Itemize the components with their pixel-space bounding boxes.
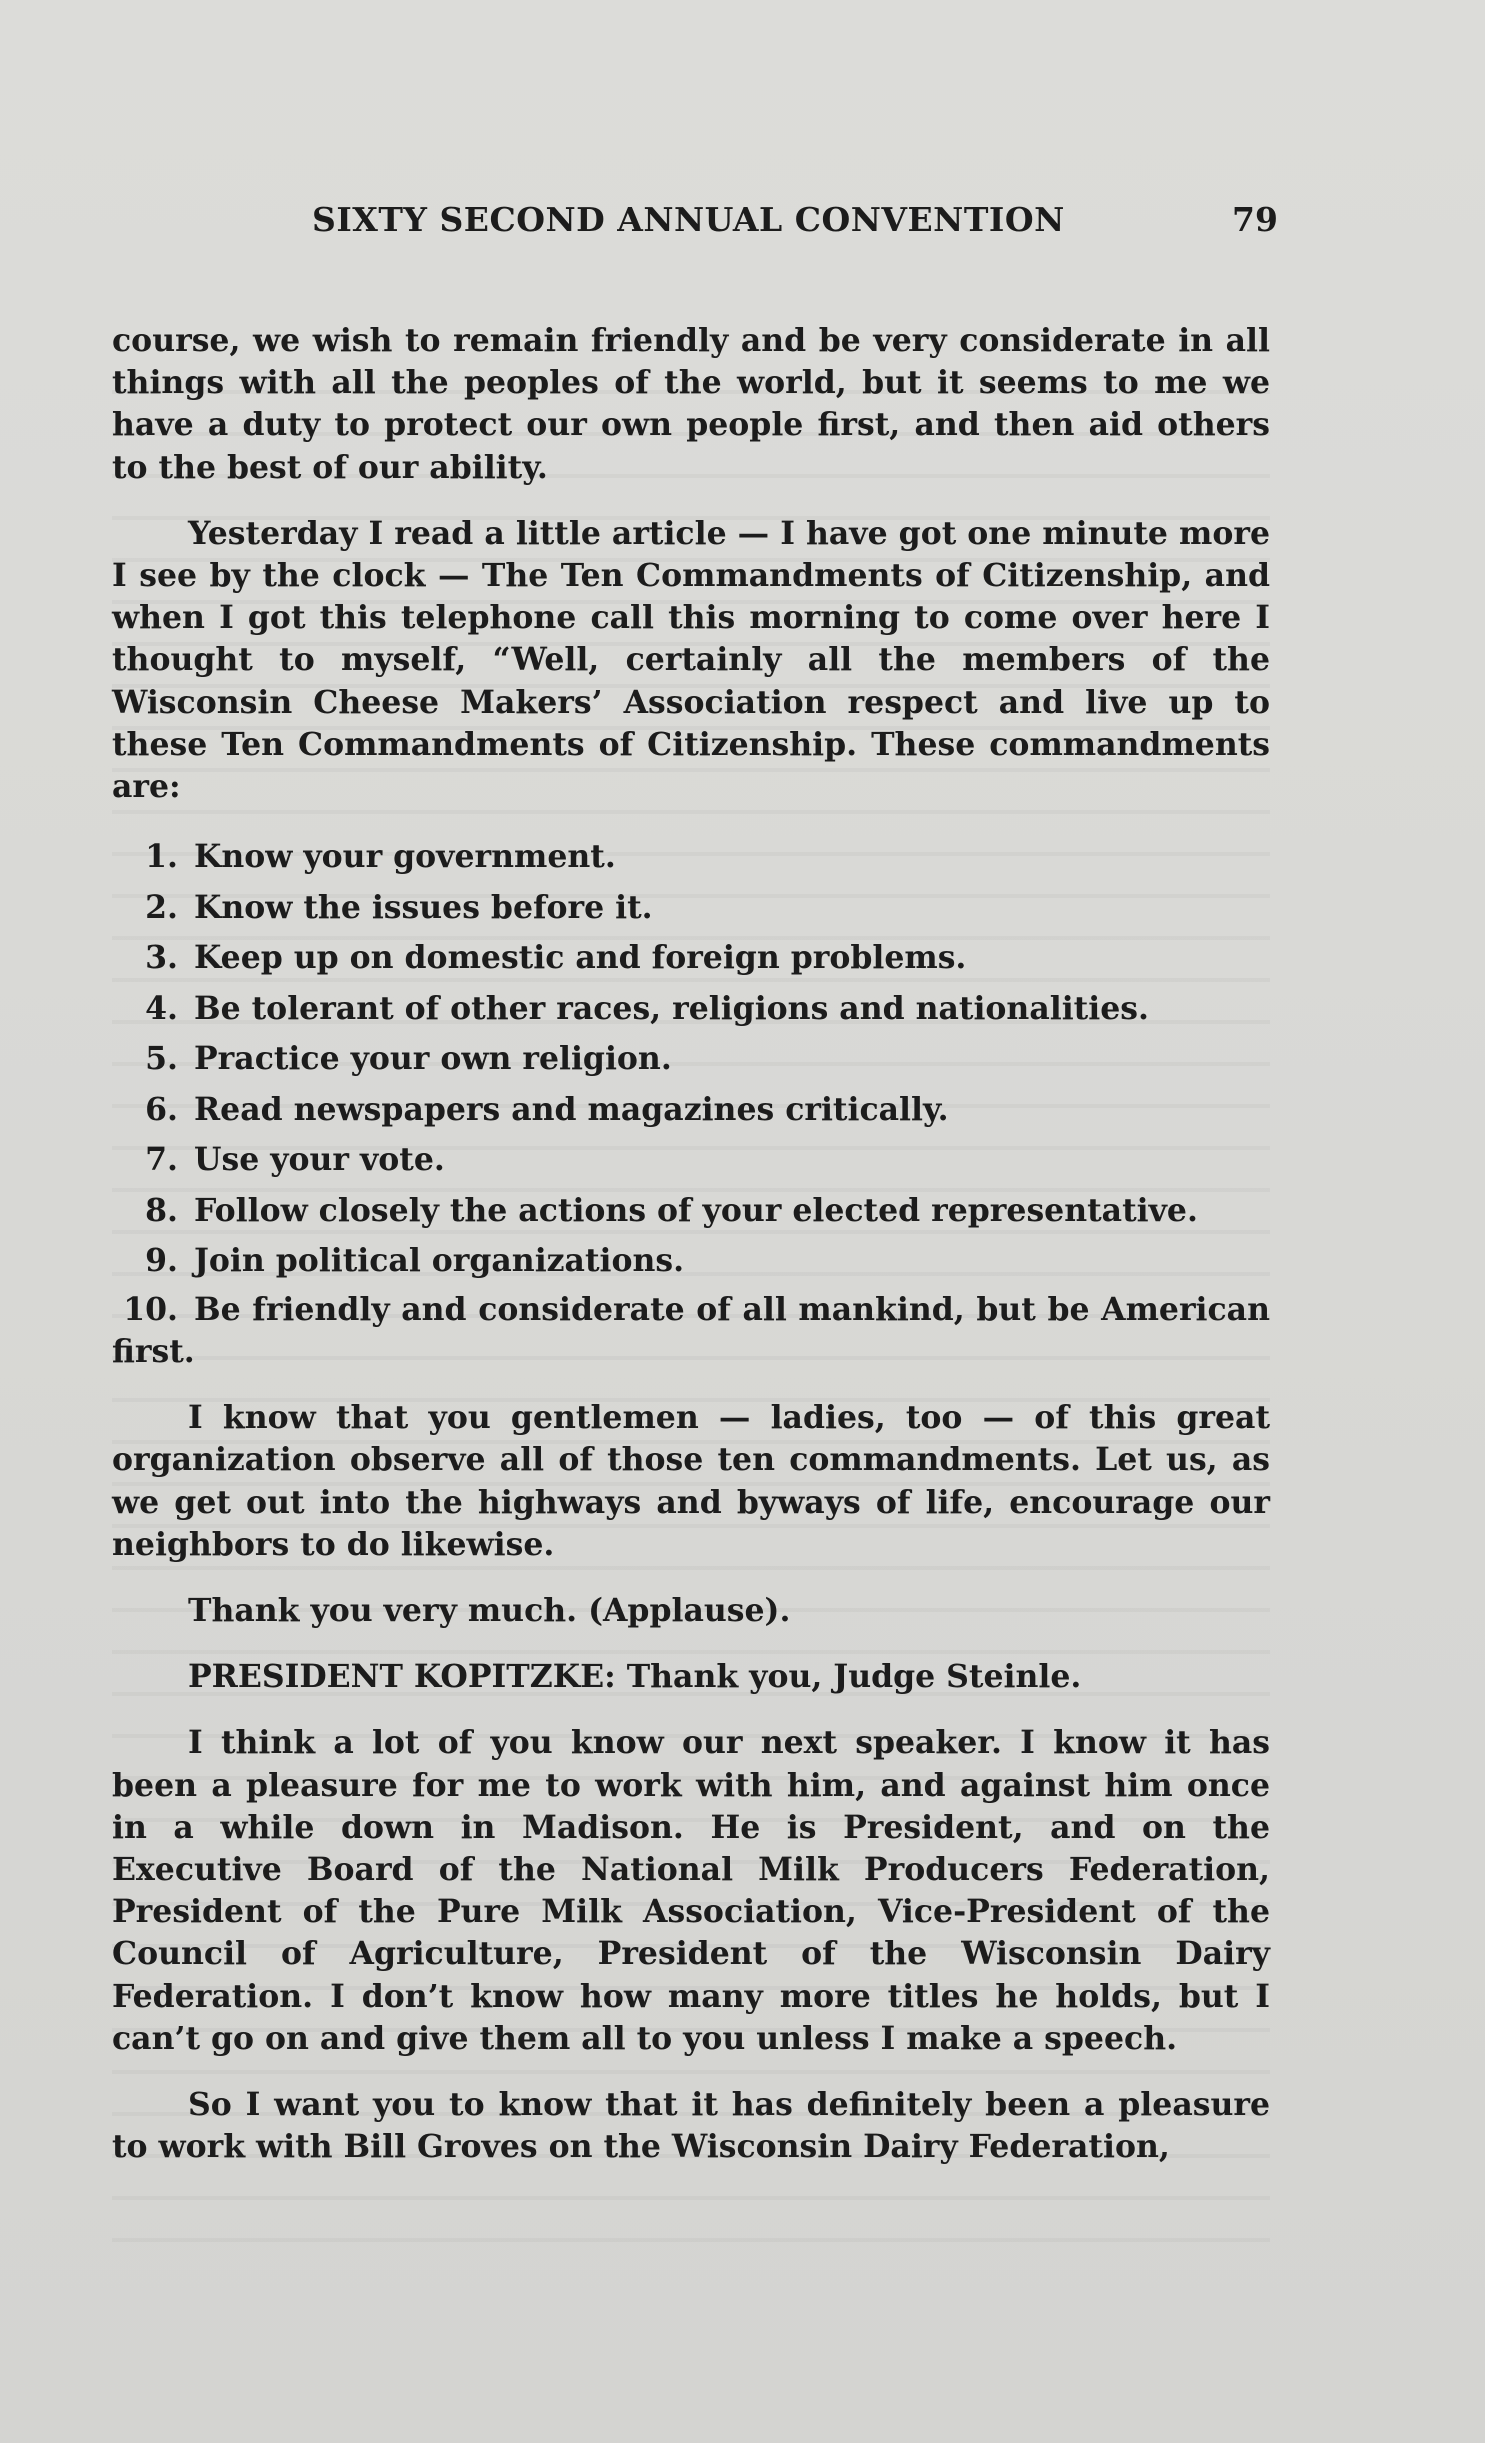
list-item-number: 4. <box>145 989 178 1027</box>
list-item <box>112 1287 1270 1373</box>
list-item-text: Keep up on domestic and foreign problems. <box>194 939 967 977</box>
list-item <box>112 1135 1270 1186</box>
page-number: 79 <box>1232 200 1278 239</box>
list-item-text: Know your government. <box>194 838 616 876</box>
list-item-number: 5. <box>145 1040 178 1078</box>
commandments-list <box>112 832 1270 1373</box>
running-title: SIXTY SECOND ANNUAL CONVENTION <box>312 200 1065 239</box>
paragraph-president-remark: PRESIDENT KOPITZKE: Thank you, Judge Steinle. <box>188 1658 1082 1696</box>
list-item <box>112 1085 1270 1136</box>
list-item-number: 10. <box>123 1290 178 1328</box>
paragraph-continuation: course, we wish to remain friendly and be very considerate in all things with all the peoples of the world, but it seems to me we have a duty to protect our own people first, and then aid others to the best of our ability. <box>112 322 1270 486</box>
list-item-text: Follow closely the actions of your elected representative. <box>194 1191 1198 1229</box>
list-item <box>112 883 1270 934</box>
list-item-text: Use your vote. <box>194 1141 445 1179</box>
paragraph-speaker-introduction: I think a lot of you know our next speaker. I know it has been a pleasure for me to work with him, and against him once in a while down in Madison. He is President, and on the Executive Board of the National Milk Producers Federation, President of the Pure Milk Association, Vice-President of the Council of Agriculture, President of the Wisconsin Dairy Federation. I don’t know how many more titles he holds, but I can’t go on and give them all to you unless I make a speech. <box>112 1724 1270 2057</box>
list-item-number: 2. <box>145 888 178 926</box>
list-item-number: 6. <box>145 1090 178 1128</box>
paragraph-ten-commandments-intro: Yesterday I read a little article — I have got one minute more I see by the clock — The Ten Commandments of Citizenship, and when I got this telephone call this morning to come over here I thought to myself, “Well, certainly all the members of the Wisconsin Cheese Makers’ Association respect and live up to these Ten Commandments of Citizenship. These commandments are: <box>112 514 1270 806</box>
list-item-number: 8. <box>145 1191 178 1229</box>
list-item <box>112 1236 1270 1287</box>
list-item-number: 3. <box>145 939 178 977</box>
list-item <box>112 933 1270 984</box>
list-item <box>112 1186 1270 1237</box>
list-item-number: 9. <box>145 1242 178 1280</box>
paragraph-bill-groves: So I want you to know that it has definitely been a pleasure to work with Bill Groves on the Wisconsin Dairy Federation, <box>112 2085 1270 2166</box>
paragraph-observe-commandments: I know that you gentlemen — ladies, too — of this great organization observe all of those ten commandments. Let us, as we get out into the highways and byways of life, encourage our neighbors to do likewise. <box>112 1399 1270 1563</box>
list-item-number: 7. <box>145 1141 178 1179</box>
running-header <box>0 200 1485 250</box>
paragraph-thanks: Thank you very much. (Applause). <box>188 1591 791 1629</box>
list-item-text: Read newspapers and magazines critically. <box>194 1090 949 1128</box>
list-item-text: Practice your own religion. <box>194 1040 672 1078</box>
list-item-text: Be tolerant of other races, religions and nationalities. <box>194 989 1149 1027</box>
list-item <box>112 832 1270 883</box>
list-item-text: Be friendly and considerate of all mankind, but be American first. <box>112 1290 1270 1370</box>
list-item-text: Join political organizations. <box>194 1242 685 1280</box>
body-text <box>112 320 1270 2168</box>
list-item <box>112 984 1270 1035</box>
list-item <box>112 1034 1270 1085</box>
list-item-text: Know the issues before it. <box>194 888 653 926</box>
list-item-number: 1. <box>145 838 178 876</box>
